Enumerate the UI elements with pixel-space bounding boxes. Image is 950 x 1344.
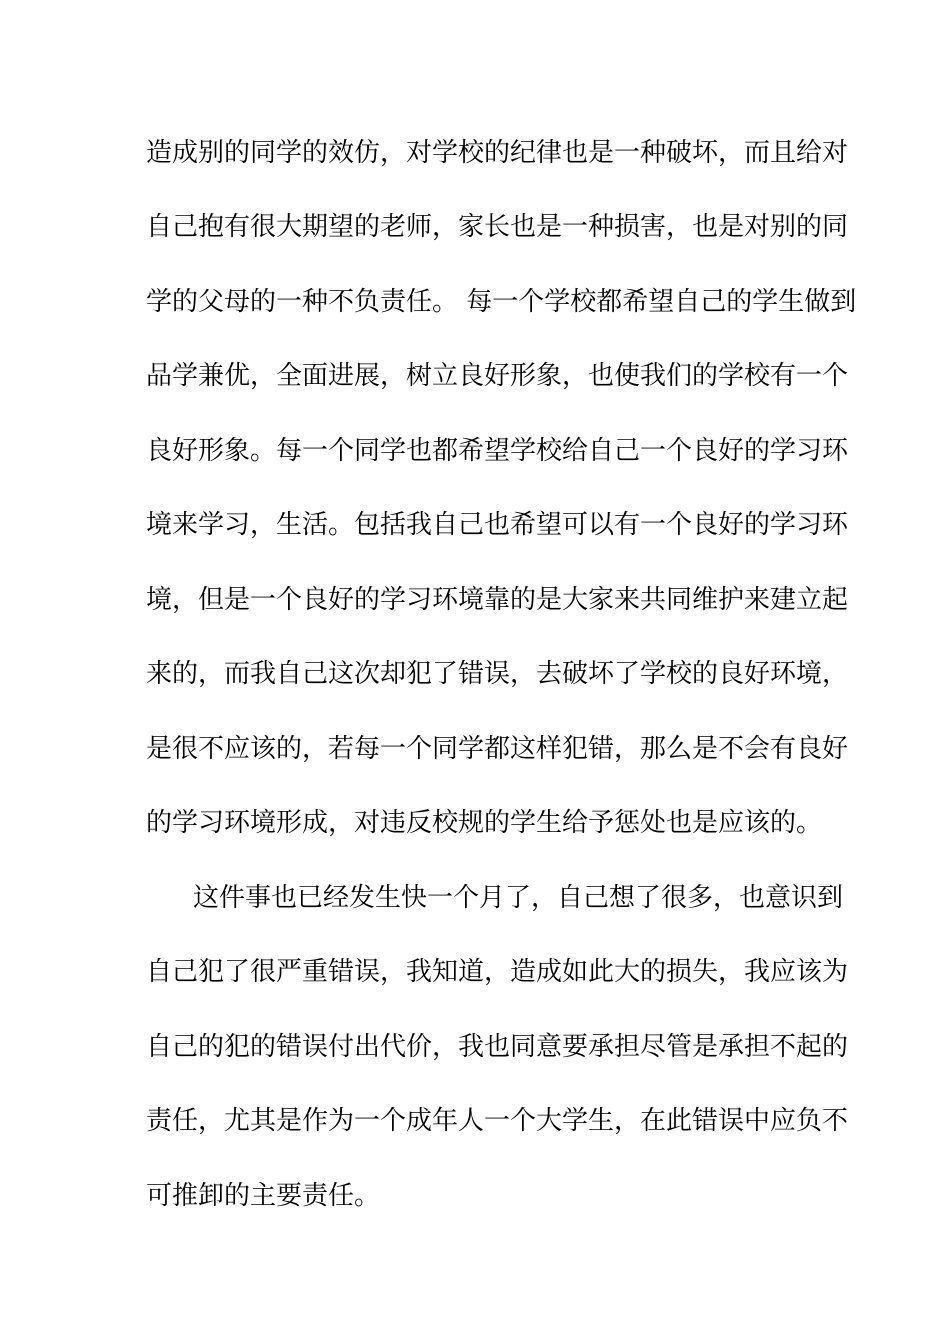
text-line: 自己抱有很大期望的老师，家长也是一种损害，也是对别的同	[146, 212, 849, 242]
text-line: 这件事也已经发生快一个月了，自己想了很多，也意识到	[193, 883, 844, 913]
text-line: 良好形象。每一个同学也都希望学校给自己一个良好的学习环	[146, 436, 849, 466]
text-line: 自己犯了很严重错误，我知道，造成如此大的损失，我应该为	[146, 957, 849, 987]
text-line: 品学兼优，全面进展，树立良好形象，也使我们的学校有一个	[146, 361, 849, 391]
text-line: 可推卸的主要责任。	[146, 1181, 381, 1211]
text-line: 来的，而我自己这次却犯了错误，去破坏了学校的良好环境，	[146, 659, 849, 689]
text-line: 是很不应该的，若每一个同学都这样犯错，那么是不会有良好	[146, 734, 849, 764]
text-line: 自己的犯的错误付出代价，我也同意要承担尽管是承担不起的	[146, 1032, 849, 1062]
text-line: 的学习环境形成，对违反校规的学生给予惩处也是应该的。	[146, 808, 823, 838]
text-line: 责任，尤其是作为一个成年人一个大学生，在此错误中应负不	[146, 1106, 849, 1136]
text-line: 境来学习，生活。包括我自己也希望可以有一个良好的学习环	[146, 510, 849, 540]
text-line: 学的父母的一种不负责任。 每一个学校都希望自己的学生做到	[146, 287, 857, 317]
text-line: 造成别的同学的效仿，对学校的纪律也是一种破坏，而且给对	[146, 138, 849, 168]
text-line: 境，但是一个良好的学习环境靠的是大家来共同维护来建立起	[146, 585, 849, 615]
